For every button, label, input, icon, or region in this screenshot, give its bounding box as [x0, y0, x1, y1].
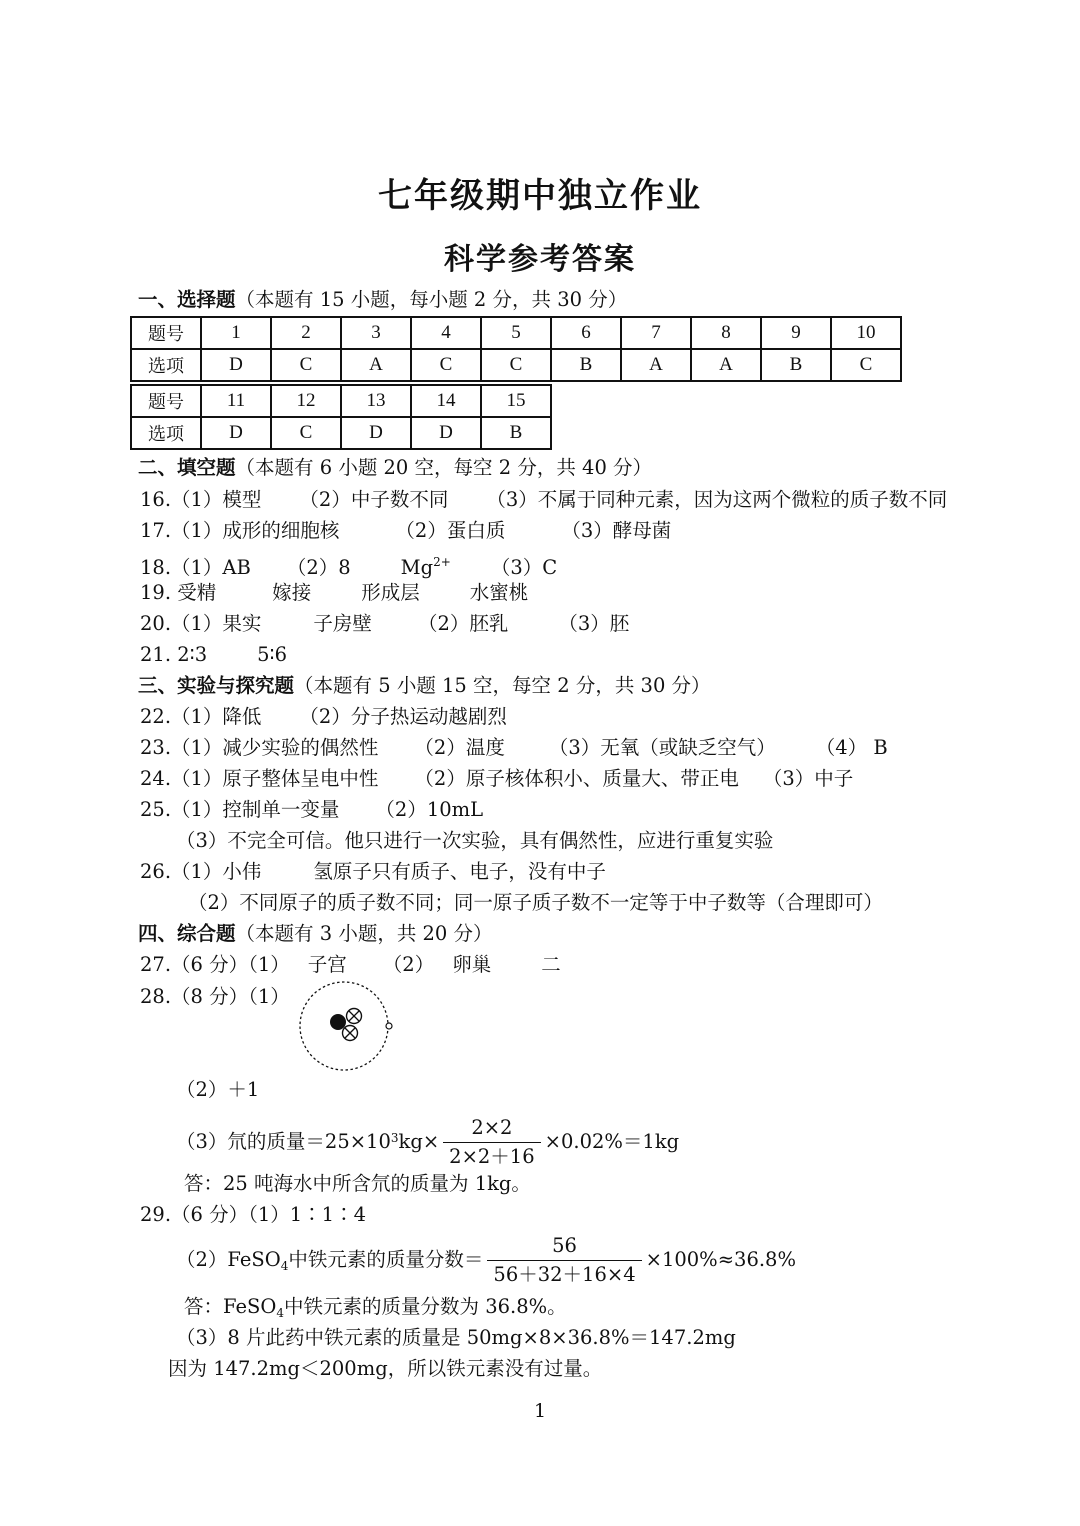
section-2-note: （本题有 6 小题 20 空，每空 2 分，共 40 分） [235, 456, 653, 479]
answer-part: 子宫 [307, 953, 347, 976]
answer-19 [140, 581, 528, 605]
answer-part: （3）不属于同种元素，因为这两个微粒的质子数不同 [486, 488, 948, 511]
proton [330, 1014, 346, 1030]
formula-text: 答：FeSO [184, 1295, 277, 1318]
fraction-numerator: 2×2 [443, 1114, 540, 1143]
table-row-question [131, 385, 551, 417]
subscript: 4 [280, 1259, 289, 1273]
answer-part: 23.（1）减少实验的偶然性 [140, 736, 379, 759]
section-3-title: 三、实验与探究题 [138, 674, 295, 697]
answer-part: 16.（1）模型 [140, 488, 262, 511]
answer-part: 18.（1）AB [140, 555, 251, 579]
answer-part: 二 [541, 953, 561, 976]
formula-text: （2）FeSO [176, 1248, 281, 1271]
table-header-answer: 选项 [131, 417, 201, 449]
table-cell: B [481, 417, 551, 449]
neutron [347, 1009, 362, 1024]
answer-part: （2）8 [286, 555, 351, 579]
table-cell: 7 [621, 317, 691, 349]
fraction [487, 1232, 641, 1289]
answer-18 [140, 550, 557, 580]
formula-text: ×100%≈36.8% [645, 1248, 796, 1271]
answer-28-part-3 [176, 1108, 679, 1168]
answer-25-part-3: （3）不完全可信。他只进行一次实验，具有偶然性，应进行重复实验 [176, 829, 774, 852]
answer-part: （2）分子热运动越剧烈 [299, 705, 507, 728]
table-cell: B [551, 349, 621, 381]
answer-part: （3）胚 [558, 612, 630, 635]
answer-part: 19. 受精 [140, 581, 217, 604]
answer-28: 28.（8 分）（1） [140, 985, 290, 1008]
subscript: 4 [276, 1306, 284, 1320]
answer-24 [140, 767, 853, 791]
formula-text: 中铁元素的质量分数为 36.8%。 [284, 1295, 567, 1318]
answer-part: （2）10mL [375, 798, 484, 821]
answer-part: 22.（1）降低 [140, 705, 262, 728]
table-cell: A [621, 349, 691, 381]
section-4-heading [138, 922, 493, 946]
section-3-note: （本题有 5 小题 15 空，每空 2 分，共 30 分） [294, 674, 711, 697]
answer-part: 嫁接 [272, 581, 312, 604]
table-cell: A [341, 349, 411, 381]
answer-16 [140, 488, 947, 512]
answer-29-part-3: （3）8 片此药中铁元素的质量是 50mg×8×36.8%＝147.2mg [176, 1326, 736, 1349]
section-1-note: （本题有 15 小题，每小题 2 分，共 30 分） [235, 288, 628, 311]
formula-text: ×0.02%＝1kg [544, 1130, 680, 1153]
table-cell: C [411, 349, 481, 381]
table-cell: 5 [481, 317, 551, 349]
table-cell: D [341, 417, 411, 449]
choice-answer-table-1 [130, 316, 902, 382]
answer-part: 17.（1）成形的细胞核 [140, 519, 340, 542]
answer-23 [140, 736, 888, 760]
table-cell: 8 [691, 317, 761, 349]
formula-text: （3）氘的质量＝25×10 [176, 1130, 391, 1153]
table-cell: 6 [551, 317, 621, 349]
page-title: 七年级期中独立作业 [378, 176, 702, 216]
section-3-heading [138, 674, 711, 698]
answer-part: 水蜜桃 [469, 581, 529, 604]
answer-part: （3）无氧（或缺乏空气） [548, 736, 776, 759]
answer-17 [140, 519, 671, 543]
deuterium-atom-diagram [296, 980, 396, 1072]
answer-part: 氢原子只有质子、电子，没有中子 [313, 860, 606, 883]
answer-29-part-2 [176, 1232, 796, 1290]
answer-28-part-2: （2）＋1 [176, 1078, 260, 1101]
answer-part: 26.（1）小伟 [140, 860, 262, 883]
fraction [443, 1114, 540, 1171]
formula-text: kg× [398, 1130, 440, 1153]
table-cell: D [411, 417, 481, 449]
section-1-heading [138, 288, 627, 312]
table-cell: 10 [831, 317, 901, 349]
answer-part: 24.（1）原子整体呈电中性 [140, 767, 379, 790]
fraction-denominator: 56＋32＋16×4 [493, 1263, 636, 1286]
section-1-title: 一、选择题 [138, 288, 236, 311]
answer-27 [140, 953, 561, 977]
answer-part [401, 550, 451, 580]
answer-part: 21. 2∶3 [140, 643, 208, 666]
answer-part: （2）原子核体积小、质量大、带正电 [414, 767, 739, 790]
answer-part: （2）温度 [414, 736, 505, 759]
answer-part: 形成层 [361, 581, 420, 604]
table-cell: C [271, 417, 341, 449]
answer-20 [140, 612, 629, 636]
table-cell: 11 [201, 385, 271, 417]
table-row-answer [131, 417, 551, 449]
page-number: 1 [533, 1400, 547, 1422]
formula-text: 中铁元素的质量分数＝ [288, 1248, 484, 1271]
answer-part: （2）蛋白质 [395, 519, 506, 542]
section-2-heading [138, 456, 652, 480]
table-cell: 15 [481, 385, 551, 417]
answer-part: （3）C [490, 555, 558, 579]
answer-21 [140, 643, 287, 667]
table-cell: B [761, 349, 831, 381]
table-cell: 4 [411, 317, 481, 349]
answer-26-part-2: （2）不同原子的质子数不同；同一原子质子数不一定等于中子数等（合理即可） [188, 891, 883, 914]
table-header-answer: 选项 [131, 349, 201, 381]
answer-part: （3）中子 [762, 767, 854, 790]
table-cell: 12 [271, 385, 341, 417]
table-cell: C [831, 349, 901, 381]
table-cell: 13 [341, 385, 411, 417]
table-row-answer [131, 349, 901, 381]
table-cell: 1 [201, 317, 271, 349]
page-subtitle: 科学参考答案 [444, 242, 636, 277]
table-cell: 14 [411, 385, 481, 417]
answer-part: 20.（1）果实 [140, 612, 262, 635]
neutron [343, 1026, 358, 1041]
section-4-title: 四、综合题 [138, 922, 236, 945]
table-cell: C [481, 349, 551, 381]
answer-part: 5∶6 [257, 643, 287, 666]
table-cell: 3 [341, 317, 411, 349]
table-header-question: 题号 [131, 317, 201, 349]
section-2-title: 二、填空题 [138, 456, 236, 479]
table-cell: 9 [761, 317, 831, 349]
answer-part: （2）中子数不同 [299, 488, 449, 511]
answer-29-conclusion-2: 因为 147.2mg＜200mg，所以铁元素没有过量。 [168, 1357, 603, 1380]
answer-28-conclusion: 答：25 吨海水中所含氘的质量为 1kg。 [184, 1172, 531, 1195]
answer-25 [140, 798, 483, 822]
section-4-note: （本题有 3 小题，共 20 分） [235, 922, 493, 945]
answer-26 [140, 860, 606, 884]
fraction-denominator: 2×2＋16 [449, 1145, 535, 1168]
ion-symbol: Mg [400, 555, 434, 579]
answer-29: 29.（6 分）（1）1∶1∶4 [140, 1203, 366, 1226]
fraction-numerator: 56 [487, 1232, 641, 1261]
answer-part: （2）胚乳 [417, 612, 509, 635]
answer-part: 子房壁 [313, 612, 372, 635]
table-header-question: 题号 [131, 385, 201, 417]
answer-part: 27.（6 分）（1） [140, 953, 290, 976]
answer-part: （4） B [815, 736, 888, 759]
answer-part: （3）酵母菌 [561, 519, 672, 542]
answer-part: 25.（1）控制单一变量 [140, 798, 340, 821]
answer-part: （2） [382, 953, 435, 976]
choice-answer-table-2 [130, 384, 552, 450]
table-cell: C [271, 349, 341, 381]
answer-part: 卵巢 [452, 953, 492, 976]
table-cell: A [691, 349, 761, 381]
table-cell: D [201, 349, 271, 381]
table-cell: 2 [271, 317, 341, 349]
ion-charge: 2+ [433, 555, 451, 569]
table-cell: D [201, 417, 271, 449]
table-row-question [131, 317, 901, 349]
answer-22 [140, 705, 507, 729]
exponent: 3 [390, 1131, 399, 1145]
electron [386, 1023, 392, 1029]
answer-29-conclusion [184, 1295, 567, 1325]
